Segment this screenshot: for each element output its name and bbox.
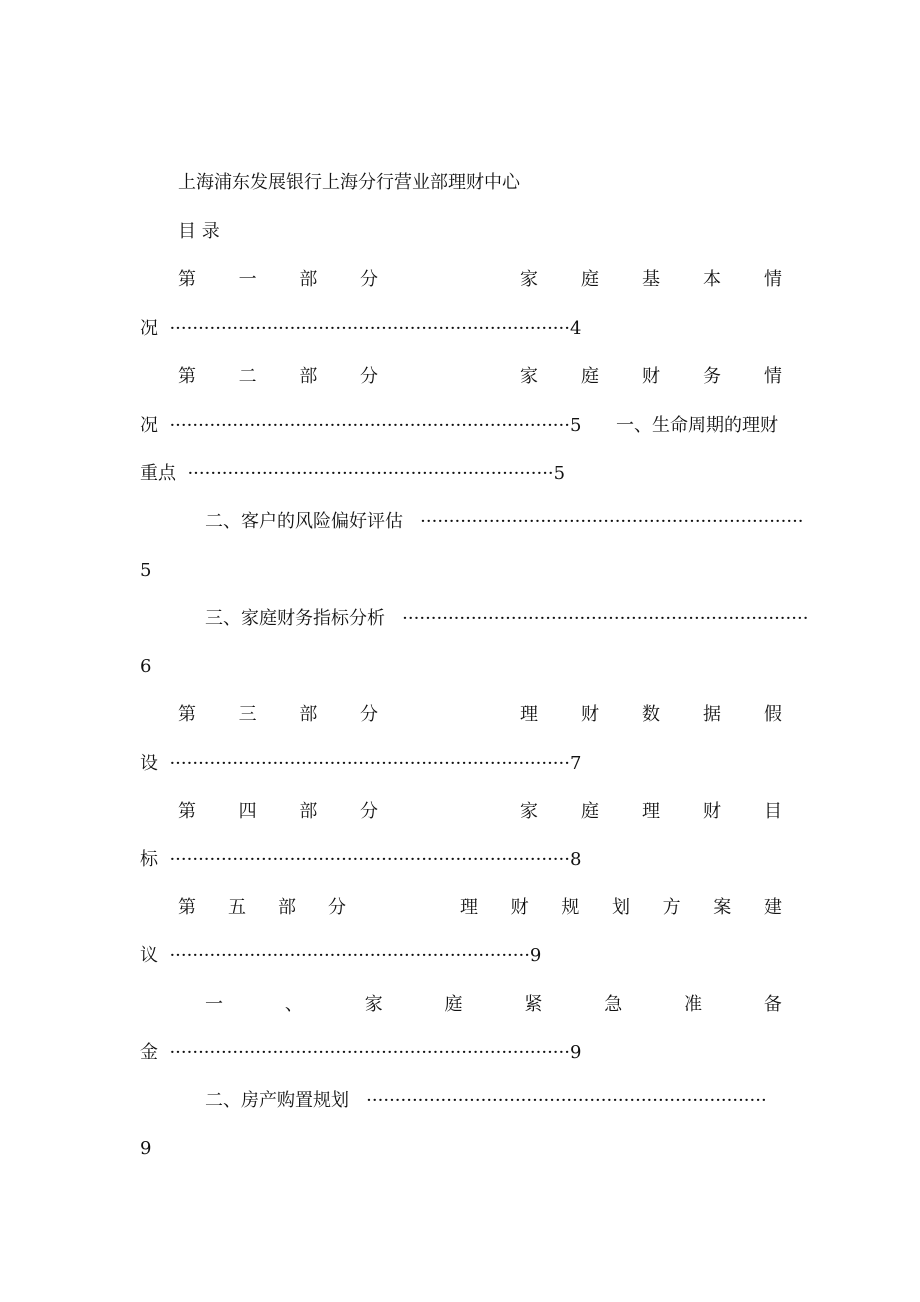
toc-part5-tail bbox=[140, 943, 541, 969]
toc-char: 第 bbox=[178, 897, 196, 918]
toc-tail-char: 况 bbox=[140, 318, 158, 339]
toc-char: 四 bbox=[238, 801, 257, 822]
toc-char: 分 bbox=[359, 269, 378, 290]
toc-char: 紧 bbox=[524, 994, 543, 1015]
toc-char: 本 bbox=[703, 269, 721, 290]
toc-page-number: 8 bbox=[569, 849, 582, 870]
toc-page-number: 4 bbox=[569, 318, 582, 339]
toc-char: 据 bbox=[703, 704, 721, 725]
toc-part2-title bbox=[520, 364, 782, 390]
toc-char: 建 bbox=[763, 897, 782, 918]
toc-lifecycle-entry: 一、生命周期的理财 bbox=[616, 415, 778, 436]
toc-part2-label bbox=[178, 364, 378, 390]
toc-tail-text: 重点 bbox=[140, 463, 176, 484]
toc-tail-char: 况 bbox=[140, 415, 158, 436]
toc-leader-dots: ······································································ bbox=[163, 1042, 570, 1063]
toc-house-page: 9 bbox=[140, 1138, 152, 1159]
toc-risk-page: 5 bbox=[140, 560, 152, 581]
toc-char: 划 bbox=[611, 897, 630, 918]
toc-lifecycle-tail bbox=[140, 461, 565, 487]
toc-char: 分 bbox=[359, 704, 378, 725]
toc-part3-tail bbox=[140, 751, 581, 777]
toc-char: 基 bbox=[642, 269, 660, 290]
toc-char: 庭 bbox=[444, 994, 463, 1015]
toc-emergency-entry bbox=[205, 992, 782, 1018]
toc-char: 财 bbox=[510, 897, 529, 918]
toc-tail-char: 标 bbox=[140, 849, 158, 870]
toc-house-entry bbox=[205, 1088, 767, 1114]
toc-char: 部 bbox=[278, 897, 296, 918]
toc-char: 务 bbox=[703, 366, 721, 387]
toc-ratio-entry bbox=[205, 606, 808, 632]
toc-part1-tail bbox=[140, 316, 581, 342]
toc-tail-char: 设 bbox=[140, 753, 158, 774]
toc-tail-char: 金 bbox=[140, 1042, 158, 1063]
toc-entry-text: 二、客户的风险偏好评估 bbox=[205, 511, 403, 532]
toc-char: 部 bbox=[299, 704, 318, 725]
toc-char: 、 bbox=[284, 994, 303, 1015]
toc-char: 规 bbox=[561, 897, 580, 918]
toc-char: 理 bbox=[460, 897, 478, 918]
toc-part5-label bbox=[178, 895, 346, 921]
toc-char: 部 bbox=[299, 269, 318, 290]
toc-char: 分 bbox=[359, 801, 378, 822]
toc-char: 第 bbox=[178, 366, 196, 387]
toc-char: 家 bbox=[520, 269, 538, 290]
toc-char: 庭 bbox=[581, 366, 599, 387]
toc-page-number: 5 bbox=[569, 415, 582, 436]
toc-char: 财 bbox=[581, 704, 599, 725]
toc-char: 第 bbox=[178, 269, 196, 290]
toc-char: 案 bbox=[713, 897, 732, 918]
toc-part3-label bbox=[178, 702, 378, 728]
toc-char: 一 bbox=[205, 994, 223, 1015]
toc-char: 目 bbox=[764, 801, 782, 822]
toc-char: 第 bbox=[178, 801, 196, 822]
toc-part4-tail bbox=[140, 847, 581, 873]
toc-part5-title bbox=[460, 895, 782, 921]
toc-char: 部 bbox=[299, 801, 318, 822]
toc-leader-dots: ······································································ bbox=[163, 415, 570, 436]
toc-page-number: 5 bbox=[553, 463, 566, 484]
toc-char: 家 bbox=[364, 994, 383, 1015]
toc-char: 部 bbox=[299, 366, 318, 387]
toc-char: 情 bbox=[764, 366, 782, 387]
toc-char: 财 bbox=[703, 801, 721, 822]
toc-char: 理 bbox=[642, 801, 660, 822]
toc-risk-entry bbox=[205, 509, 804, 535]
toc-char: 理 bbox=[520, 704, 538, 725]
toc-leader-dots: ··································································· bbox=[408, 511, 804, 532]
toc-page-number: 9 bbox=[529, 945, 542, 966]
toc-char: 三 bbox=[238, 704, 257, 725]
toc-char: 方 bbox=[662, 897, 681, 918]
toc-entry-text: 三、家庭财务指标分析 bbox=[205, 608, 385, 629]
toc-part1-title bbox=[520, 267, 782, 293]
toc-leader-dots: ······································································ bbox=[163, 753, 570, 774]
toc-char: 情 bbox=[764, 269, 782, 290]
toc-leader-dots: ································································ bbox=[181, 463, 554, 484]
toc-char: 庭 bbox=[581, 269, 599, 290]
toc-char: 数 bbox=[642, 704, 660, 725]
toc-ratio-page: 6 bbox=[140, 656, 152, 677]
toc-char: 准 bbox=[684, 994, 703, 1015]
toc-char: 五 bbox=[228, 897, 246, 918]
toc-entry-text: 二、房产购置规划 bbox=[205, 1090, 349, 1111]
toc-char: 分 bbox=[359, 366, 378, 387]
toc-page-number: 9 bbox=[569, 1042, 582, 1063]
toc-char: 二 bbox=[238, 366, 257, 387]
toc-char: 家 bbox=[520, 366, 538, 387]
toc-leader-dots: ······························································· bbox=[163, 945, 530, 966]
toc-part2-tail bbox=[140, 413, 581, 439]
document-header: 上海浦东发展银行上海分行营业部理财中心 bbox=[178, 172, 520, 193]
toc-char: 财 bbox=[642, 366, 660, 387]
toc-char: 分 bbox=[328, 897, 346, 918]
toc-emergency-tail bbox=[140, 1040, 581, 1066]
toc-char: 一 bbox=[238, 269, 257, 290]
toc-char: 家 bbox=[520, 801, 538, 822]
toc-char: 备 bbox=[763, 994, 782, 1015]
toc-title: 目 录 bbox=[178, 221, 220, 242]
toc-leader-dots: ······································································ bbox=[163, 318, 570, 339]
toc-tail-char: 议 bbox=[140, 945, 158, 966]
toc-leader-dots: ······································································ bbox=[163, 849, 570, 870]
toc-page-number: 7 bbox=[569, 753, 582, 774]
toc-leader-dots: ······································································ bbox=[354, 1090, 767, 1111]
toc-part3-title bbox=[520, 702, 782, 728]
toc-part4-title bbox=[520, 799, 782, 825]
toc-part1-label bbox=[178, 267, 378, 293]
toc-leader-dots: ······································································· bbox=[390, 608, 809, 629]
toc-part4-label bbox=[178, 799, 378, 825]
toc-char: 急 bbox=[604, 994, 623, 1015]
toc-char: 假 bbox=[764, 704, 782, 725]
toc-char: 庭 bbox=[581, 801, 599, 822]
toc-char: 第 bbox=[178, 704, 196, 725]
